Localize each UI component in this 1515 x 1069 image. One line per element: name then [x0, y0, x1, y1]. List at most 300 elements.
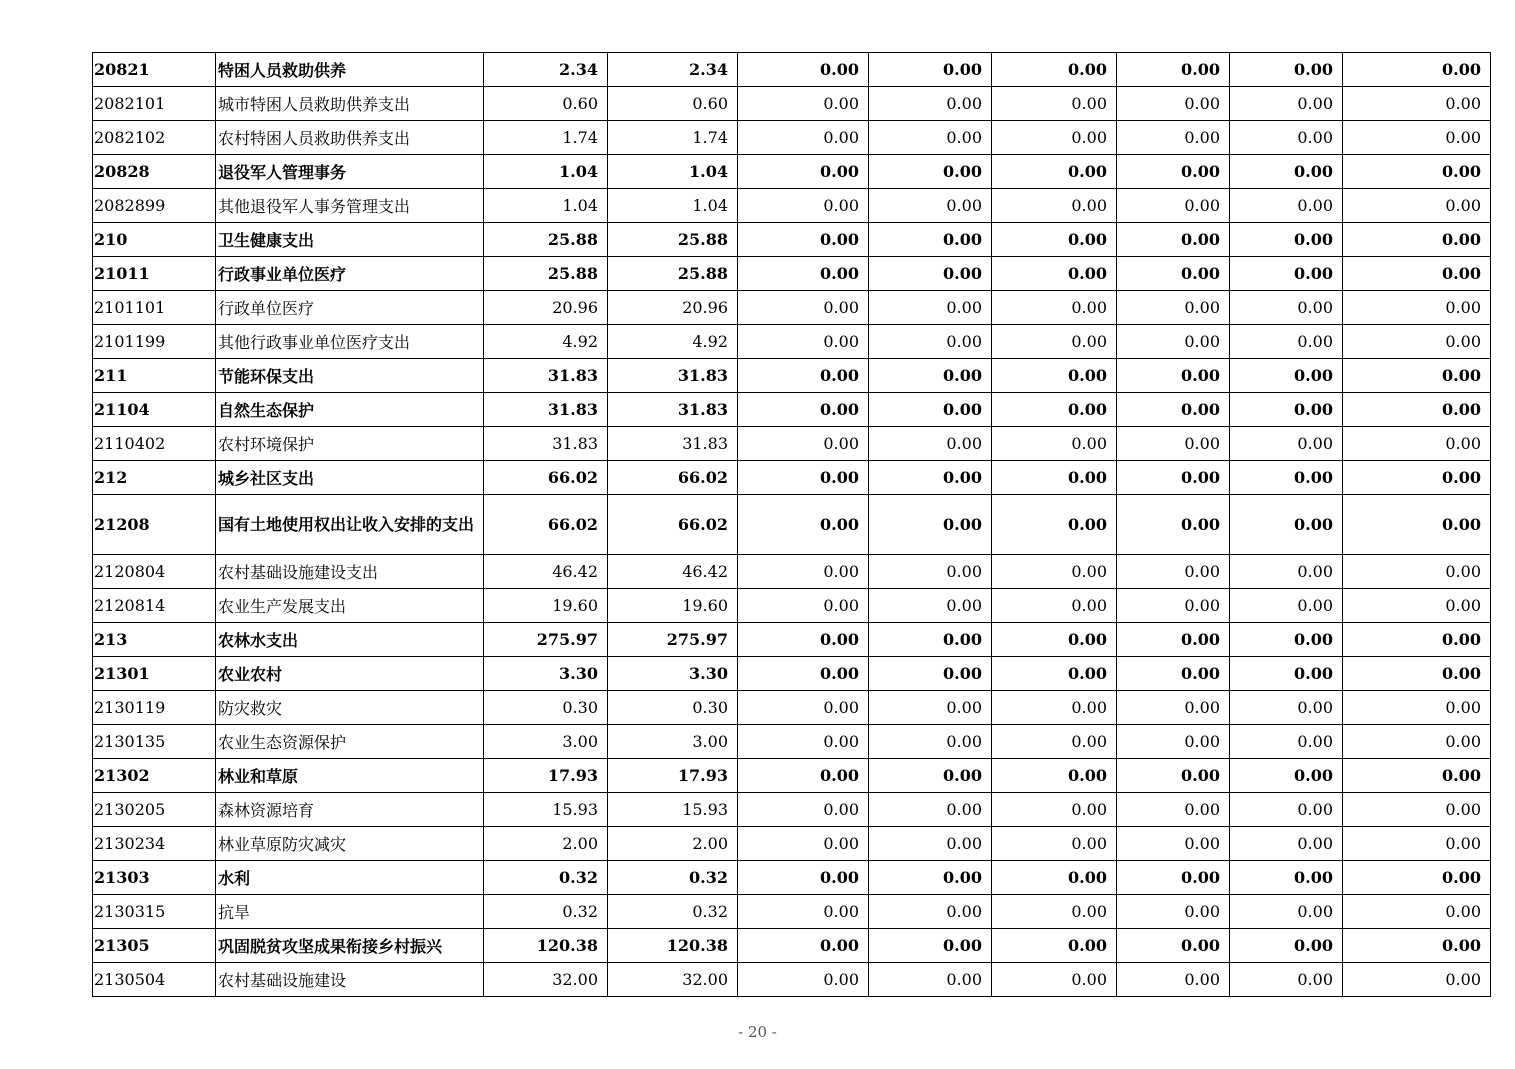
- amount-cell: 3.00: [484, 725, 608, 759]
- table-row: [93, 657, 1491, 691]
- table-row: [93, 393, 1491, 427]
- amount-cell: 0.00: [1343, 87, 1491, 121]
- subject-code-cell: 21104: [93, 393, 216, 427]
- amount-cell: 0.00: [869, 929, 992, 963]
- amount-cell: 0.00: [992, 291, 1117, 325]
- amount-cell: 1.04: [484, 189, 608, 223]
- amount-cell: 0.00: [1117, 53, 1230, 87]
- amount-cell: 0.00: [992, 393, 1117, 427]
- amount-cell: 0.00: [1230, 623, 1343, 657]
- amount-cell: 19.60: [608, 589, 738, 623]
- amount-cell: 0.00: [1117, 359, 1230, 393]
- subject-name-cell: 其他行政事业单位医疗支出: [216, 325, 484, 359]
- amount-cell: 0.00: [1117, 121, 1230, 155]
- budget-table: [92, 52, 1491, 997]
- table-row: [93, 759, 1491, 793]
- amount-cell: 0.00: [869, 461, 992, 495]
- amount-cell: 1.04: [484, 155, 608, 189]
- amount-cell: 0.00: [1117, 895, 1230, 929]
- subject-code-cell: 21208: [93, 495, 216, 555]
- table-row: [93, 623, 1491, 657]
- amount-cell: 0.00: [869, 555, 992, 589]
- amount-cell: 2.00: [608, 827, 738, 861]
- amount-cell: 0.00: [738, 759, 869, 793]
- subject-code-cell: 2130504: [93, 963, 216, 997]
- amount-cell: 0.00: [992, 623, 1117, 657]
- amount-cell: 0.00: [1343, 155, 1491, 189]
- amount-cell: 0.00: [869, 623, 992, 657]
- amount-cell: 0.00: [1343, 359, 1491, 393]
- amount-cell: 0.00: [992, 861, 1117, 895]
- amount-cell: 0.00: [1230, 155, 1343, 189]
- subject-code-cell: 2120814: [93, 589, 216, 623]
- amount-cell: 0.00: [869, 53, 992, 87]
- amount-cell: 0.00: [1343, 589, 1491, 623]
- amount-cell: 0.00: [1230, 725, 1343, 759]
- amount-cell: 0.00: [1117, 759, 1230, 793]
- amount-cell: 0.00: [1343, 759, 1491, 793]
- subject-name-cell: 防灾救灾: [216, 691, 484, 725]
- subject-name-cell: 林业和草原: [216, 759, 484, 793]
- amount-cell: 20.96: [608, 291, 738, 325]
- amount-cell: 0.00: [1343, 793, 1491, 827]
- amount-cell: 1.04: [608, 189, 738, 223]
- amount-cell: 31.83: [608, 359, 738, 393]
- amount-cell: 0.00: [1230, 793, 1343, 827]
- amount-cell: 0.00: [1343, 827, 1491, 861]
- subject-code-cell: 2082899: [93, 189, 216, 223]
- amount-cell: 0.30: [608, 691, 738, 725]
- amount-cell: 0.00: [1117, 155, 1230, 189]
- amount-cell: 46.42: [608, 555, 738, 589]
- amount-cell: 0.00: [1230, 495, 1343, 555]
- amount-cell: 0.00: [1117, 691, 1230, 725]
- subject-name-cell: 农业农村: [216, 657, 484, 691]
- amount-cell: 0.00: [992, 223, 1117, 257]
- amount-cell: 0.00: [992, 929, 1117, 963]
- amount-cell: 15.93: [608, 793, 738, 827]
- subject-code-cell: 2120804: [93, 555, 216, 589]
- subject-code-cell: 211: [93, 359, 216, 393]
- amount-cell: 0.00: [1230, 393, 1343, 427]
- amount-cell: 0.00: [992, 427, 1117, 461]
- amount-cell: 0.00: [992, 155, 1117, 189]
- amount-cell: 0.00: [1230, 589, 1343, 623]
- amount-cell: 0.00: [1343, 121, 1491, 155]
- subject-name-cell: 自然生态保护: [216, 393, 484, 427]
- amount-cell: 25.88: [484, 223, 608, 257]
- amount-cell: 66.02: [608, 461, 738, 495]
- amount-cell: 0.00: [992, 121, 1117, 155]
- amount-cell: 0.00: [738, 725, 869, 759]
- amount-cell: 0.00: [869, 427, 992, 461]
- subject-name-cell: 农业生态资源保护: [216, 725, 484, 759]
- subject-name-cell: 农村基础设施建设支出: [216, 555, 484, 589]
- amount-cell: 0.00: [1117, 461, 1230, 495]
- subject-name-cell: 城市特困人员救助供养支出: [216, 87, 484, 121]
- amount-cell: 25.88: [608, 257, 738, 291]
- amount-cell: 0.00: [869, 155, 992, 189]
- amount-cell: 0.00: [1230, 325, 1343, 359]
- subject-name-cell: 抗旱: [216, 895, 484, 929]
- amount-cell: 0.00: [738, 555, 869, 589]
- subject-code-cell: 2130119: [93, 691, 216, 725]
- amount-cell: 0.00: [738, 121, 869, 155]
- amount-cell: 0.00: [869, 325, 992, 359]
- amount-cell: 0.00: [1343, 393, 1491, 427]
- subject-name-cell: 国有土地使用权出让收入安排的支出: [216, 495, 484, 555]
- amount-cell: 0.00: [738, 793, 869, 827]
- amount-cell: 0.00: [738, 427, 869, 461]
- amount-cell: 0.00: [1117, 87, 1230, 121]
- amount-cell: 2.34: [484, 53, 608, 87]
- amount-cell: 0.00: [1230, 691, 1343, 725]
- amount-cell: 0.00: [992, 691, 1117, 725]
- amount-cell: 0.00: [1117, 725, 1230, 759]
- subject-code-cell: 21303: [93, 861, 216, 895]
- amount-cell: 0.00: [1343, 257, 1491, 291]
- amount-cell: 0.00: [869, 223, 992, 257]
- amount-cell: 0.00: [1230, 895, 1343, 929]
- table-row: [93, 691, 1491, 725]
- amount-cell: 0.00: [992, 359, 1117, 393]
- subject-code-cell: 2110402: [93, 427, 216, 461]
- amount-cell: 0.00: [738, 623, 869, 657]
- amount-cell: 0.00: [1230, 291, 1343, 325]
- amount-cell: 0.32: [608, 895, 738, 929]
- table-row: [93, 827, 1491, 861]
- amount-cell: 0.00: [992, 495, 1117, 555]
- amount-cell: 17.93: [484, 759, 608, 793]
- amount-cell: 4.92: [608, 325, 738, 359]
- amount-cell: 4.92: [484, 325, 608, 359]
- amount-cell: 0.00: [869, 121, 992, 155]
- amount-cell: 17.93: [608, 759, 738, 793]
- amount-cell: 0.32: [608, 861, 738, 895]
- table-body: [93, 53, 1491, 997]
- amount-cell: 0.00: [1117, 495, 1230, 555]
- amount-cell: 25.88: [608, 223, 738, 257]
- amount-cell: 0.00: [992, 827, 1117, 861]
- table-row: [93, 427, 1491, 461]
- amount-cell: 66.02: [484, 495, 608, 555]
- amount-cell: 0.00: [738, 87, 869, 121]
- amount-cell: 0.00: [869, 759, 992, 793]
- amount-cell: 0.00: [1230, 555, 1343, 589]
- subject-code-cell: 2082101: [93, 87, 216, 121]
- amount-cell: 25.88: [484, 257, 608, 291]
- amount-cell: 0.00: [1230, 963, 1343, 997]
- amount-cell: 0.32: [484, 895, 608, 929]
- table-row: [93, 155, 1491, 189]
- subject-name-cell: 行政单位医疗: [216, 291, 484, 325]
- amount-cell: 0.00: [1230, 53, 1343, 87]
- amount-cell: 0.00: [992, 793, 1117, 827]
- subject-code-cell: 213: [93, 623, 216, 657]
- amount-cell: 31.83: [484, 393, 608, 427]
- table-row: [93, 495, 1491, 555]
- subject-code-cell: 21011: [93, 257, 216, 291]
- subject-code-cell: 212: [93, 461, 216, 495]
- amount-cell: 0.00: [992, 53, 1117, 87]
- amount-cell: 0.00: [1230, 929, 1343, 963]
- amount-cell: 0.00: [992, 87, 1117, 121]
- table-row: [93, 895, 1491, 929]
- table-row: [93, 291, 1491, 325]
- amount-cell: 20.96: [484, 291, 608, 325]
- subject-name-cell: 农村环境保护: [216, 427, 484, 461]
- subject-code-cell: 21305: [93, 929, 216, 963]
- amount-cell: 0.00: [738, 895, 869, 929]
- table-row: [93, 963, 1491, 997]
- amount-cell: 0.00: [1343, 861, 1491, 895]
- table-row: [93, 793, 1491, 827]
- amount-cell: 0.00: [992, 759, 1117, 793]
- subject-code-cell: 2130315: [93, 895, 216, 929]
- subject-name-cell: 林业草原防灾减灾: [216, 827, 484, 861]
- amount-cell: 0.60: [608, 87, 738, 121]
- amount-cell: 0.00: [1343, 189, 1491, 223]
- amount-cell: 0.00: [1117, 827, 1230, 861]
- subject-name-cell: 行政事业单位医疗: [216, 257, 484, 291]
- table-row: [93, 555, 1491, 589]
- amount-cell: 0.00: [738, 325, 869, 359]
- amount-cell: 0.00: [992, 555, 1117, 589]
- table-row: [93, 461, 1491, 495]
- amount-cell: 0.00: [1343, 53, 1491, 87]
- amount-cell: 275.97: [484, 623, 608, 657]
- amount-cell: 31.83: [608, 427, 738, 461]
- amount-cell: 0.60: [484, 87, 608, 121]
- amount-cell: 120.38: [484, 929, 608, 963]
- amount-cell: 0.00: [738, 963, 869, 997]
- amount-cell: 0.00: [1230, 861, 1343, 895]
- table-row: [93, 53, 1491, 87]
- subject-name-cell: 农村基础设施建设: [216, 963, 484, 997]
- amount-cell: 2.34: [608, 53, 738, 87]
- amount-cell: 0.00: [869, 657, 992, 691]
- amount-cell: 0.00: [1230, 427, 1343, 461]
- subject-code-cell: 2130234: [93, 827, 216, 861]
- amount-cell: 0.00: [1343, 325, 1491, 359]
- amount-cell: 0.00: [1343, 963, 1491, 997]
- amount-cell: 0.00: [1117, 393, 1230, 427]
- subject-code-cell: 21301: [93, 657, 216, 691]
- table-row: [93, 87, 1491, 121]
- amount-cell: 0.00: [869, 393, 992, 427]
- amount-cell: 0.00: [1117, 189, 1230, 223]
- amount-cell: 0.00: [738, 657, 869, 691]
- subject-code-cell: 210: [93, 223, 216, 257]
- amount-cell: 0.00: [738, 257, 869, 291]
- amount-cell: 0.00: [1343, 929, 1491, 963]
- amount-cell: 0.00: [1230, 827, 1343, 861]
- subject-name-cell: 退役军人管理事务: [216, 155, 484, 189]
- subject-name-cell: 农村特困人员救助供养支出: [216, 121, 484, 155]
- amount-cell: 0.00: [738, 291, 869, 325]
- subject-code-cell: 2101199: [93, 325, 216, 359]
- amount-cell: 0.32: [484, 861, 608, 895]
- amount-cell: 1.74: [484, 121, 608, 155]
- amount-cell: 0.00: [992, 257, 1117, 291]
- table-row: [93, 359, 1491, 393]
- subject-code-cell: 2082102: [93, 121, 216, 155]
- amount-cell: 66.02: [608, 495, 738, 555]
- amount-cell: 0.00: [738, 589, 869, 623]
- amount-cell: 31.83: [608, 393, 738, 427]
- amount-cell: 0.00: [1230, 759, 1343, 793]
- amount-cell: 0.00: [1117, 929, 1230, 963]
- amount-cell: 0.00: [1343, 291, 1491, 325]
- subject-name-cell: 巩固脱贫攻坚成果衔接乡村振兴: [216, 929, 484, 963]
- amount-cell: 0.00: [1343, 495, 1491, 555]
- amount-cell: 0.00: [869, 895, 992, 929]
- amount-cell: 0.00: [1230, 223, 1343, 257]
- amount-cell: 275.97: [608, 623, 738, 657]
- subject-code-cell: 2130135: [93, 725, 216, 759]
- subject-name-cell: 其他退役军人事务管理支出: [216, 189, 484, 223]
- amount-cell: 0.00: [738, 461, 869, 495]
- table-row: [93, 257, 1491, 291]
- amount-cell: 15.93: [484, 793, 608, 827]
- amount-cell: 0.00: [1117, 427, 1230, 461]
- subject-name-cell: 森林资源培育: [216, 793, 484, 827]
- amount-cell: 0.00: [1343, 223, 1491, 257]
- amount-cell: 0.00: [869, 495, 992, 555]
- table-row: [93, 325, 1491, 359]
- amount-cell: 0.00: [1117, 963, 1230, 997]
- subject-code-cell: 21302: [93, 759, 216, 793]
- subject-code-cell: 20828: [93, 155, 216, 189]
- amount-cell: 0.00: [1343, 691, 1491, 725]
- amount-cell: 0.00: [1117, 657, 1230, 691]
- amount-cell: 0.00: [1343, 725, 1491, 759]
- amount-cell: 0.00: [992, 895, 1117, 929]
- amount-cell: 0.00: [1230, 189, 1343, 223]
- amount-cell: 0.00: [869, 725, 992, 759]
- subject-name-cell: 水利: [216, 861, 484, 895]
- subject-name-cell: 卫生健康支出: [216, 223, 484, 257]
- amount-cell: 31.83: [484, 427, 608, 461]
- amount-cell: 0.00: [1230, 657, 1343, 691]
- amount-cell: 0.00: [869, 87, 992, 121]
- amount-cell: 0.00: [992, 657, 1117, 691]
- amount-cell: 3.30: [484, 657, 608, 691]
- subject-name-cell: 节能环保支出: [216, 359, 484, 393]
- amount-cell: 0.00: [992, 725, 1117, 759]
- amount-cell: 0.00: [1117, 325, 1230, 359]
- amount-cell: 0.00: [869, 691, 992, 725]
- amount-cell: 0.00: [1343, 895, 1491, 929]
- amount-cell: 0.00: [992, 461, 1117, 495]
- amount-cell: 3.00: [608, 725, 738, 759]
- amount-cell: 0.00: [1343, 555, 1491, 589]
- amount-cell: 66.02: [484, 461, 608, 495]
- table-row: [93, 929, 1491, 963]
- amount-cell: 0.00: [738, 691, 869, 725]
- amount-cell: 120.38: [608, 929, 738, 963]
- amount-cell: 0.00: [869, 793, 992, 827]
- subject-name-cell: 农林水支出: [216, 623, 484, 657]
- amount-cell: 0.00: [869, 827, 992, 861]
- amount-cell: 0.00: [1230, 461, 1343, 495]
- amount-cell: 31.83: [484, 359, 608, 393]
- amount-cell: 0.00: [1230, 257, 1343, 291]
- amount-cell: 2.00: [484, 827, 608, 861]
- amount-cell: 0.00: [1117, 589, 1230, 623]
- amount-cell: 0.00: [869, 963, 992, 997]
- table-row: [93, 725, 1491, 759]
- amount-cell: 0.00: [1230, 121, 1343, 155]
- subject-code-cell: 2130205: [93, 793, 216, 827]
- amount-cell: 32.00: [608, 963, 738, 997]
- amount-cell: 0.00: [1343, 623, 1491, 657]
- amount-cell: 0.00: [738, 929, 869, 963]
- amount-cell: 0.00: [738, 827, 869, 861]
- table-row: [93, 589, 1491, 623]
- amount-cell: 0.00: [738, 155, 869, 189]
- amount-cell: 0.00: [1117, 623, 1230, 657]
- table-row: [93, 189, 1491, 223]
- subject-name-cell: 特困人员救助供养: [216, 53, 484, 87]
- amount-cell: 0.00: [992, 325, 1117, 359]
- amount-cell: 0.00: [992, 189, 1117, 223]
- amount-cell: 1.74: [608, 121, 738, 155]
- amount-cell: 0.00: [869, 589, 992, 623]
- amount-cell: 0.00: [1343, 461, 1491, 495]
- subject-name-cell: 城乡社区支出: [216, 461, 484, 495]
- amount-cell: 0.00: [1117, 223, 1230, 257]
- amount-cell: 0.00: [738, 359, 869, 393]
- amount-cell: 46.42: [484, 555, 608, 589]
- subject-code-cell: 20821: [93, 53, 216, 87]
- amount-cell: 0.00: [1230, 87, 1343, 121]
- amount-cell: 0.00: [738, 393, 869, 427]
- amount-cell: 1.04: [608, 155, 738, 189]
- amount-cell: 0.00: [869, 291, 992, 325]
- amount-cell: 0.00: [1343, 427, 1491, 461]
- amount-cell: 0.00: [1230, 359, 1343, 393]
- table-row: [93, 861, 1491, 895]
- amount-cell: 0.00: [1117, 291, 1230, 325]
- subject-code-cell: 2101101: [93, 291, 216, 325]
- amount-cell: 0.00: [869, 189, 992, 223]
- amount-cell: 0.30: [484, 691, 608, 725]
- amount-cell: 0.00: [1117, 257, 1230, 291]
- table-row: [93, 223, 1491, 257]
- subject-name-cell: 农业生产发展支出: [216, 589, 484, 623]
- amount-cell: 0.00: [1117, 861, 1230, 895]
- amount-cell: 0.00: [869, 359, 992, 393]
- amount-cell: 32.00: [484, 963, 608, 997]
- amount-cell: 0.00: [1117, 793, 1230, 827]
- amount-cell: 0.00: [869, 257, 992, 291]
- page-number: - 20 -: [738, 1023, 777, 1041]
- amount-cell: 3.30: [608, 657, 738, 691]
- amount-cell: 0.00: [992, 589, 1117, 623]
- amount-cell: 0.00: [1117, 555, 1230, 589]
- amount-cell: 0.00: [992, 963, 1117, 997]
- amount-cell: 19.60: [484, 589, 608, 623]
- amount-cell: 0.00: [738, 189, 869, 223]
- table-row: [93, 121, 1491, 155]
- amount-cell: 0.00: [1343, 657, 1491, 691]
- amount-cell: 0.00: [738, 223, 869, 257]
- amount-cell: 0.00: [738, 861, 869, 895]
- amount-cell: 0.00: [869, 861, 992, 895]
- amount-cell: 0.00: [738, 495, 869, 555]
- amount-cell: 0.00: [738, 53, 869, 87]
